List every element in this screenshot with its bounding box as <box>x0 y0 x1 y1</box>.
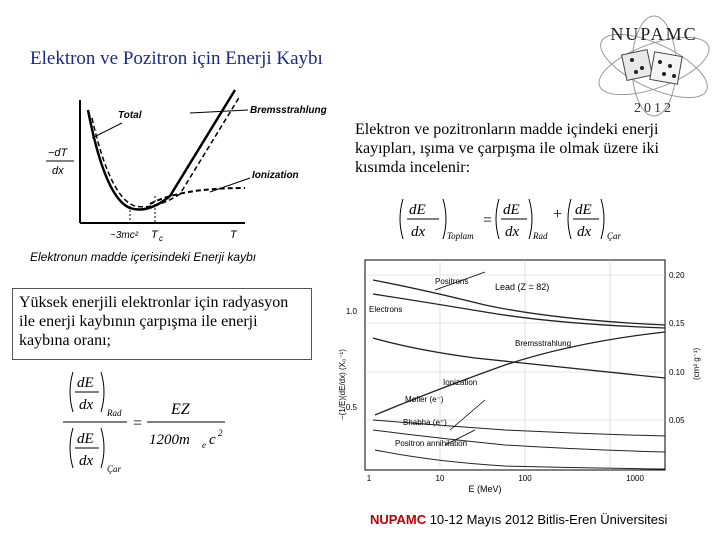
x-tick-1: 1 <box>366 474 372 483</box>
equation-ratio <box>55 368 255 478</box>
right-tick-4: 0.05 <box>669 416 685 425</box>
curve-label-annihilation: Positron annihilation <box>395 439 468 448</box>
sketch-tick-tc: T <box>151 229 158 241</box>
eq-de-1: dE <box>409 202 426 218</box>
footer-brand: NUPAMC <box>370 512 427 527</box>
sketch-tick-mc2: ~3mc² <box>110 230 139 241</box>
logo-name: NUPAMC <box>610 24 698 44</box>
ratio-denom-sub: e <box>202 440 206 450</box>
lead-energy-loss-plot <box>335 250 705 495</box>
eq-plus: + <box>553 206 563 223</box>
footer-text: 10-12 Mayıs 2012 Bitlis-Eren Üniversitesi <box>426 512 668 527</box>
slide-title: Elektron ve Pozitron için Enerji Kaybı <box>30 48 323 69</box>
right-tick-2: 0.15 <box>669 319 685 328</box>
eq-sub-col: Çar <box>607 231 622 241</box>
intro-text: Elektron ve pozitronların madde içindeki enerji kayıpları, ışıma ve çarpışma ile olmak üzere iki kısımda incelenir: <box>355 121 659 176</box>
sketch-caption: Elektronun madde içerisindeki Enerji kaybı <box>30 250 257 264</box>
curve-label-positrons: Positrons <box>435 277 469 286</box>
ratio-sub-rad: Rad <box>107 408 122 418</box>
eq-de-2: dE <box>503 202 520 218</box>
plot-x-label: E (MeV) <box>468 484 502 494</box>
eq-sub-total: Toplam <box>447 231 474 241</box>
curve-label-electrons: Electrons <box>369 305 403 314</box>
sketch-y-numerator: −dT <box>48 147 68 159</box>
left-tick-1: 1.0 <box>345 307 357 316</box>
left-tick-2: 0.5 <box>345 403 357 412</box>
nupamc-logo <box>590 10 718 122</box>
right-tick-3: 0.10 <box>669 368 685 377</box>
plot-legend: Lead (Z = 82) <box>495 282 550 292</box>
ratio-text: Yüksek enerjili elektronlar için radyasyon ile enerji kaybının çarpışma ile enerji kaybına oranı; <box>19 294 289 349</box>
logo-year: 2012 <box>634 101 674 116</box>
curve-label-moller: Møller (e⁻) <box>405 395 444 404</box>
sketch-y-denominator: dx <box>52 165 64 177</box>
eq-equals: = <box>483 212 493 229</box>
eq-dx-2: dx <box>505 224 520 240</box>
sketch-label-total: Total <box>118 110 142 121</box>
eq-sub-rad: Rad <box>533 231 548 241</box>
equation-total <box>395 195 635 245</box>
x-tick-4: 1000 <box>626 474 644 483</box>
eq-dx-1: dx <box>411 224 426 240</box>
curve-label-brems: Bremsstrahlung <box>515 339 572 348</box>
sketch-label-ion: Ionization <box>252 170 299 181</box>
sketch-x-label: T <box>230 229 237 241</box>
eq-dx-3: dx <box>577 224 592 240</box>
ratio-equals: = <box>133 415 143 432</box>
sketch-label-brems: Bremsstrahlung <box>250 105 327 116</box>
plot-right-axis-label: (cm² g⁻¹) <box>692 347 701 380</box>
footer <box>370 512 667 527</box>
ratio-denom-tail: c <box>209 432 216 448</box>
x-tick-2: 10 <box>435 474 445 483</box>
plot-left-axis-label: −(1/E)(dE/dx) (X₀⁻¹) <box>338 349 347 420</box>
ratio-denom-sup: 2 <box>218 428 223 438</box>
ratio-de-bottom: dE <box>77 431 94 447</box>
right-tick-1: 0.20 <box>669 271 685 280</box>
ratio-denominator: 1200m <box>149 432 190 448</box>
ratio-sub-col: Çar <box>107 464 122 474</box>
curve-label-ionization: Ionization <box>443 378 478 387</box>
ratio-text-box <box>12 288 312 360</box>
eq-de-3: dE <box>575 202 592 218</box>
ratio-dx-top: dx <box>79 397 94 413</box>
ratio-de-top: dE <box>77 375 94 391</box>
ratio-dx-bottom: dx <box>79 453 94 469</box>
sketch-tick-tc-sub: c <box>159 234 163 243</box>
dice-icon <box>622 50 683 85</box>
curve-label-bhabha: Bhabha (e⁺) <box>403 418 447 427</box>
energy-loss-sketch <box>30 88 360 250</box>
ratio-numerator: EZ <box>171 401 190 418</box>
x-tick-3: 100 <box>518 474 532 483</box>
